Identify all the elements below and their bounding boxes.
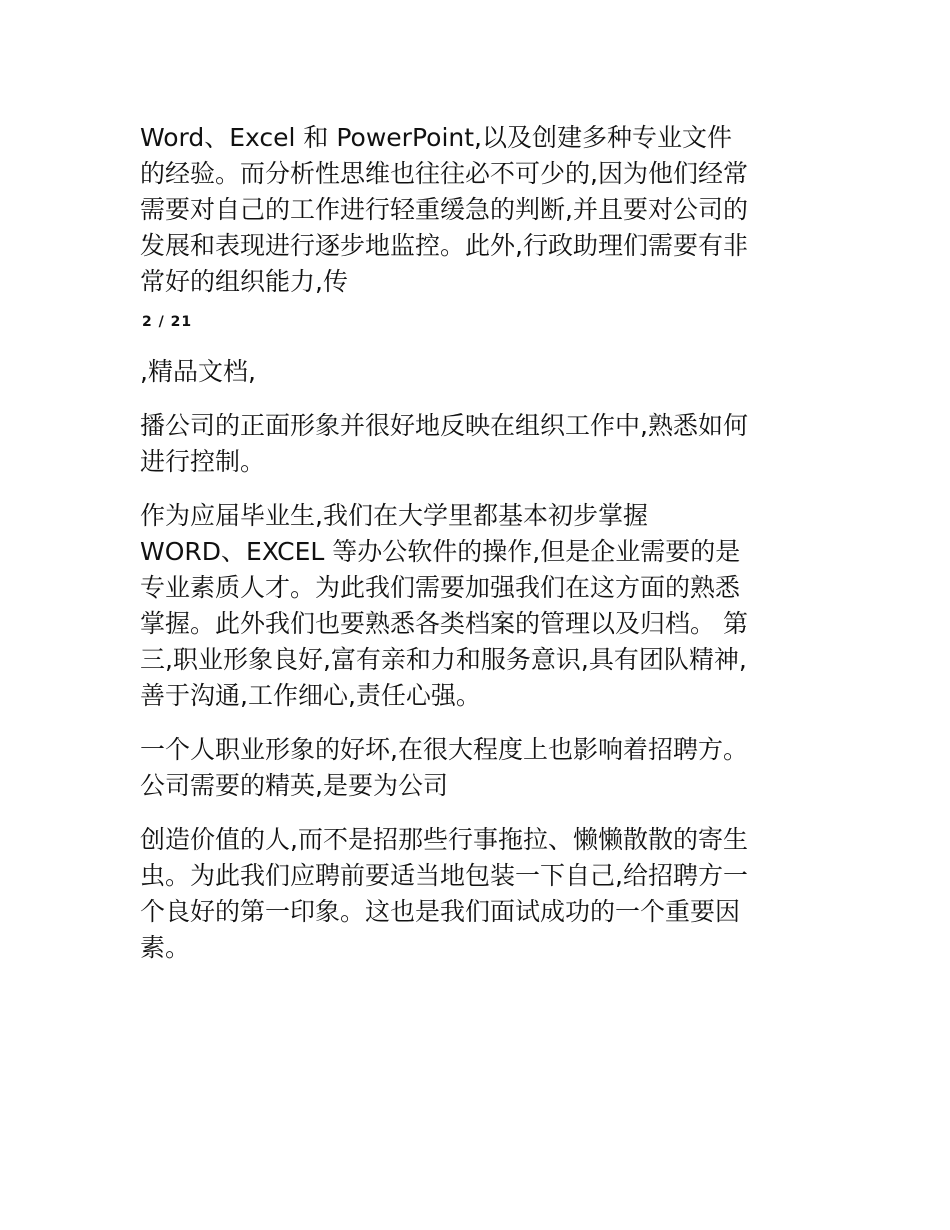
text-line: 创造价值的人,而不是招那些行事拖拉、懒懒散散的寄生: [140, 825, 748, 854]
text-line: 需要对自己的工作进行轻重缓急的判断,并且要对公司的: [140, 195, 748, 224]
text-line: 公司需要的精英,是要为公司: [140, 771, 448, 800]
text-line: 善于沟通,工作细心,责任心强。: [140, 681, 481, 710]
text-line: 发展和表现进行逐步地监控。此外,行政助理们需要有非: [140, 231, 748, 260]
text-line: 掌握。此外我们也要熟悉各类档案的管理以及归档。 第: [140, 609, 748, 638]
paragraph-professional-image: [140, 732, 810, 804]
paragraph-first-impression: [140, 822, 810, 966]
paragraph-watermark-heading: [140, 354, 810, 390]
document-page: [140, 120, 810, 966]
paragraph-company-image: [140, 408, 810, 480]
text-line: 常好的组织能力,传: [140, 267, 348, 296]
text-line: 一个人职业形象的好坏,在很大程度上也影响着招聘方。: [140, 735, 748, 764]
text-line: 的经验。而分析性思维也往往必不可少的,因为他们经常: [140, 159, 748, 188]
text-line: 专业素质人才。为此我们需要加强我们在这方面的熟悉: [140, 573, 741, 602]
text-line: 个良好的第一印象。这也是我们面试成功的一个重要因: [140, 897, 741, 926]
text-line: 虫。为此我们应聘前要适当地包装一下自己,给招聘方一: [140, 861, 748, 890]
text-line: 播公司的正面形象并很好地反映在组织工作中,熟悉如何: [140, 411, 748, 440]
text-line: 三,职业形象良好,富有亲和力和服务意识,具有团队精神,: [140, 645, 747, 674]
text-line: WORD、EXCEL 等办公软件的操作,但是企业需要的是: [140, 537, 741, 566]
text-line: 进行控制。: [140, 447, 266, 476]
page-number: 2 / 21: [142, 314, 193, 330]
paragraph-graduate-skills: [140, 498, 810, 714]
text-line: 作为应届毕业生,我们在大学里都基本初步掌握: [140, 501, 648, 530]
text-line: 素。: [140, 933, 191, 962]
text-line: Word、Excel 和 PowerPoint,以及创建多种专业文件: [140, 123, 732, 152]
paragraph-office-skills: [140, 120, 810, 300]
text-line: ,精品文档,: [140, 357, 256, 386]
